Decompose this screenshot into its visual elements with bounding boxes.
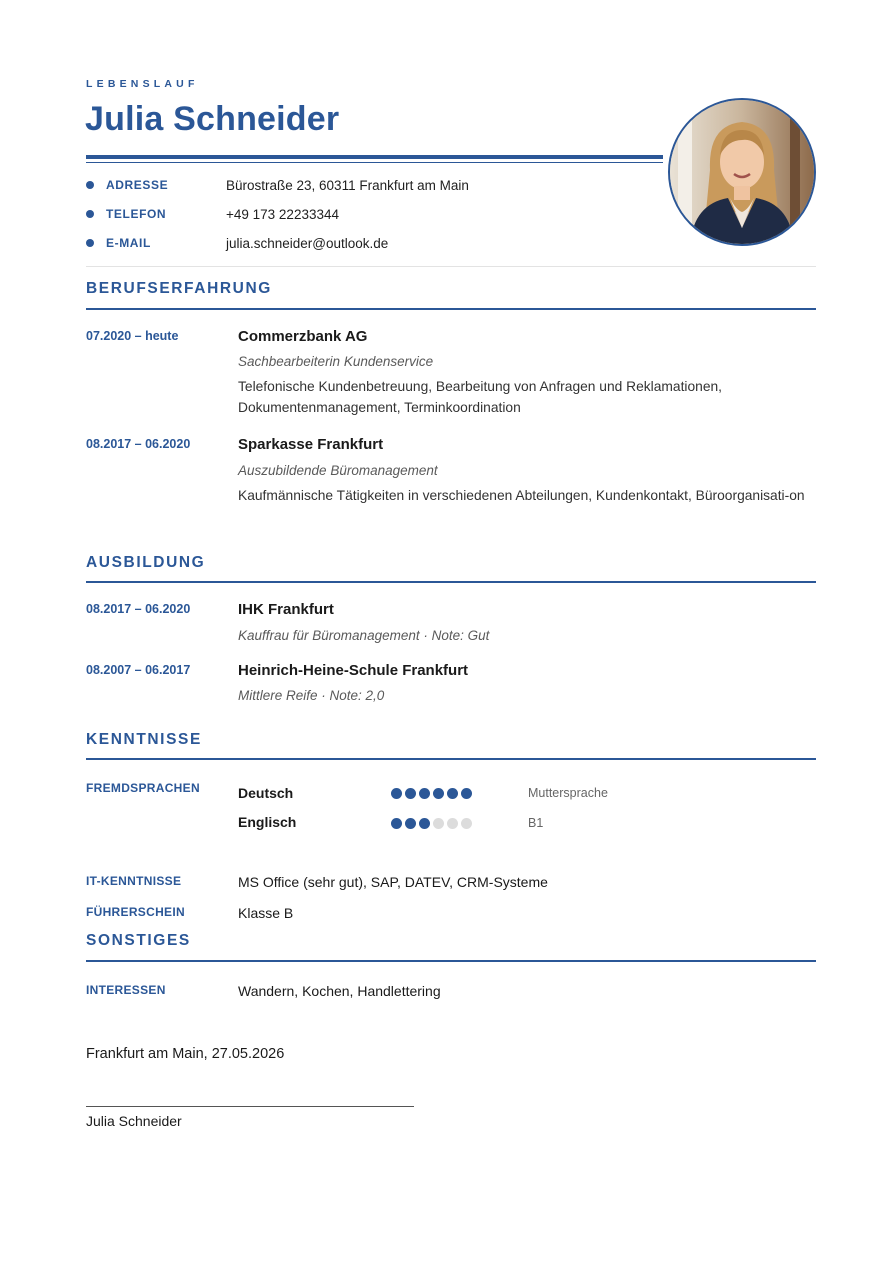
bullet-dot bbox=[86, 210, 94, 218]
contact-email bbox=[86, 233, 388, 253]
section-title-education: AUSBILDUNG bbox=[86, 554, 206, 571]
contact-address bbox=[86, 175, 469, 195]
section-rule bbox=[86, 758, 816, 760]
skills-license-label: FÜHRERSCHEIN bbox=[86, 905, 185, 919]
entry-role: Auszubildende Büromanagement bbox=[238, 463, 438, 478]
signature-line bbox=[86, 1106, 414, 1107]
interests-value: Wandern, Kochen, Handlettering bbox=[238, 983, 441, 999]
contact-value: Bürostraße 23, 60311 Frankfurt am Main bbox=[226, 177, 469, 193]
entry-date: 08.2017 – 06.2020 bbox=[86, 437, 191, 451]
bullet-dot bbox=[86, 239, 94, 247]
signature-name: Julia Schneider bbox=[86, 1113, 182, 1129]
bullet-dot bbox=[86, 181, 94, 189]
entry-organization: IHK Frankfurt bbox=[238, 601, 334, 618]
profile-photo bbox=[668, 98, 816, 246]
skills-license-value: Klasse B bbox=[238, 905, 294, 921]
level-dot-empty bbox=[433, 818, 444, 829]
level-dot-filled bbox=[419, 818, 430, 829]
contact-value: julia.schneider@outlook.de bbox=[226, 235, 389, 251]
section-title-other: SONSTIGES bbox=[86, 932, 191, 949]
language-name: Englisch bbox=[238, 814, 297, 830]
entry-date: 08.2017 – 06.2020 bbox=[86, 602, 191, 616]
contact-value: +49 173 22233344 bbox=[226, 206, 339, 222]
contact-label: ADRESSE bbox=[106, 178, 169, 192]
place-date: Frankfurt am Main, 27.05.2026 bbox=[86, 1046, 285, 1062]
level-dot-filled bbox=[419, 788, 430, 799]
entry-role: Kauffrau für Büromanagement · Note: Gut bbox=[238, 628, 490, 643]
language-level-dots bbox=[391, 818, 472, 829]
entry-organization: Commerzbank AG bbox=[238, 328, 368, 345]
contact-phone bbox=[86, 204, 339, 224]
language-name: Deutsch bbox=[238, 785, 294, 801]
skills-it-value: MS Office (sehr gut), SAP, DATEV, CRM-Systeme bbox=[238, 874, 548, 890]
entry-role: Mittlere Reife · Note: 2,0 bbox=[238, 688, 385, 703]
contact-label: E-MAIL bbox=[106, 236, 151, 250]
header-rule-thick bbox=[86, 155, 663, 159]
level-dot-filled bbox=[433, 788, 444, 799]
section-title-skills: KENNTNISSE bbox=[86, 731, 202, 748]
contact-label: TELEFON bbox=[106, 207, 167, 221]
level-dot-filled bbox=[461, 788, 472, 799]
entry-description: Telefonische Kundenbetreuung, Bearbeitung von Anfragen und Reklamationen, Dokumentenmanagement, Terminkoordination bbox=[238, 379, 723, 415]
language-level-text: Muttersprache bbox=[528, 786, 608, 800]
entry-role: Sachbearbeiterin Kundenservice bbox=[238, 354, 434, 369]
section-rule bbox=[86, 581, 816, 583]
level-dot-filled bbox=[405, 788, 416, 799]
entry-date: 07.2020 – heute bbox=[86, 329, 179, 343]
level-dot-filled bbox=[405, 818, 416, 829]
language-level-text: B1 bbox=[528, 816, 544, 830]
section-title-experience: BERUFSERFAHRUNG bbox=[86, 280, 272, 297]
skills-it-label: IT-KENNTNISSE bbox=[86, 874, 182, 888]
section-rule bbox=[86, 308, 816, 310]
entry-date: 08.2007 – 06.2017 bbox=[86, 663, 191, 677]
level-dot-empty bbox=[461, 818, 472, 829]
entry-organization: Sparkasse Frankfurt bbox=[238, 436, 384, 453]
portrait-illustration bbox=[670, 100, 814, 244]
language-level-dots bbox=[391, 788, 472, 799]
document-kicker: LEBENSLAUF bbox=[86, 78, 199, 90]
interests-label: INTERESSEN bbox=[86, 983, 166, 997]
contact-separator bbox=[86, 266, 816, 267]
level-dot-empty bbox=[447, 818, 458, 829]
level-dot-filled bbox=[391, 818, 402, 829]
candidate-name: Julia Schneider bbox=[85, 100, 340, 138]
skills-languages-label: FREMDSPRACHEN bbox=[86, 781, 200, 795]
level-dot-filled bbox=[447, 788, 458, 799]
section-rule bbox=[86, 960, 816, 962]
entry-organization: Heinrich-Heine-Schule Frankfurt bbox=[238, 662, 469, 679]
level-dot-filled bbox=[391, 788, 402, 799]
entry-description: Kaufmännische Tätigkeiten in verschiedenen Abteilungen, Kundenkontakt, Büroorganisati-on bbox=[238, 488, 805, 503]
header-rule-thin bbox=[86, 162, 663, 163]
